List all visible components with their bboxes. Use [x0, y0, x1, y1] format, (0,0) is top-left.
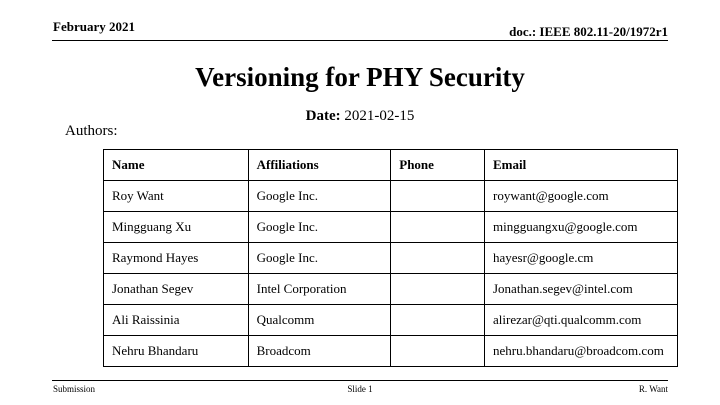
footer-slide-number: Slide 1	[347, 384, 373, 394]
cell-name: Raymond Hayes	[104, 243, 249, 274]
cell-email: hayesr@google.cm	[485, 243, 678, 274]
cell-email: mingguangxu@google.com	[485, 212, 678, 243]
date-value: 2021-02-15	[344, 108, 415, 124]
cell-email: nehru.bhandaru@broadcom.com	[485, 336, 678, 367]
cell-name: Nehru Bhandaru	[104, 336, 249, 367]
date-label: Date:	[305, 108, 341, 124]
cell-affiliation: Google Inc.	[248, 181, 391, 212]
slide-title: Versioning for PHY Security	[195, 62, 525, 92]
authors-table-body	[104, 181, 678, 367]
table-row	[104, 305, 678, 336]
footer-author: R. Want	[638, 384, 668, 394]
footer-divider	[52, 380, 668, 381]
cell-name: Mingguang Xu	[104, 212, 249, 243]
cell-name: Ali Raissinia	[104, 305, 249, 336]
table-row	[104, 274, 678, 305]
column-header-email: Email	[485, 150, 678, 181]
header-date: February 2021	[53, 19, 135, 34]
authors-label: Authors:	[65, 123, 118, 139]
table-row	[104, 243, 678, 274]
column-header-affiliations: Affiliations	[248, 150, 391, 181]
header-divider	[52, 40, 668, 41]
column-header-phone: Phone	[391, 150, 485, 181]
cell-phone	[391, 181, 485, 212]
cell-name: Roy Want	[104, 181, 249, 212]
cell-email: Jonathan.segev@intel.com	[485, 274, 678, 305]
table-header-row	[104, 150, 678, 181]
cell-email: alirezar@qti.qualcomm.com	[485, 305, 678, 336]
cell-affiliation: Qualcomm	[248, 305, 391, 336]
cell-phone	[391, 336, 485, 367]
cell-affiliation: Intel Corporation	[248, 274, 391, 305]
table-row	[104, 212, 678, 243]
authors-table	[103, 149, 678, 367]
header-doc-id: doc.: IEEE 802.11-20/1972r1	[509, 24, 668, 39]
cell-name: Jonathan Segev	[104, 274, 249, 305]
table-row	[104, 181, 678, 212]
cell-affiliation: Broadcom	[248, 336, 391, 367]
column-header-name: Name	[104, 150, 249, 181]
cell-phone	[391, 305, 485, 336]
cell-affiliation: Google Inc.	[248, 212, 391, 243]
cell-phone	[391, 243, 485, 274]
cell-email: roywant@google.com	[485, 181, 678, 212]
table-row	[104, 336, 678, 367]
cell-affiliation: Google Inc.	[248, 243, 391, 274]
cell-phone	[391, 274, 485, 305]
footer-submission: Submission	[53, 384, 96, 394]
cell-phone	[391, 212, 485, 243]
